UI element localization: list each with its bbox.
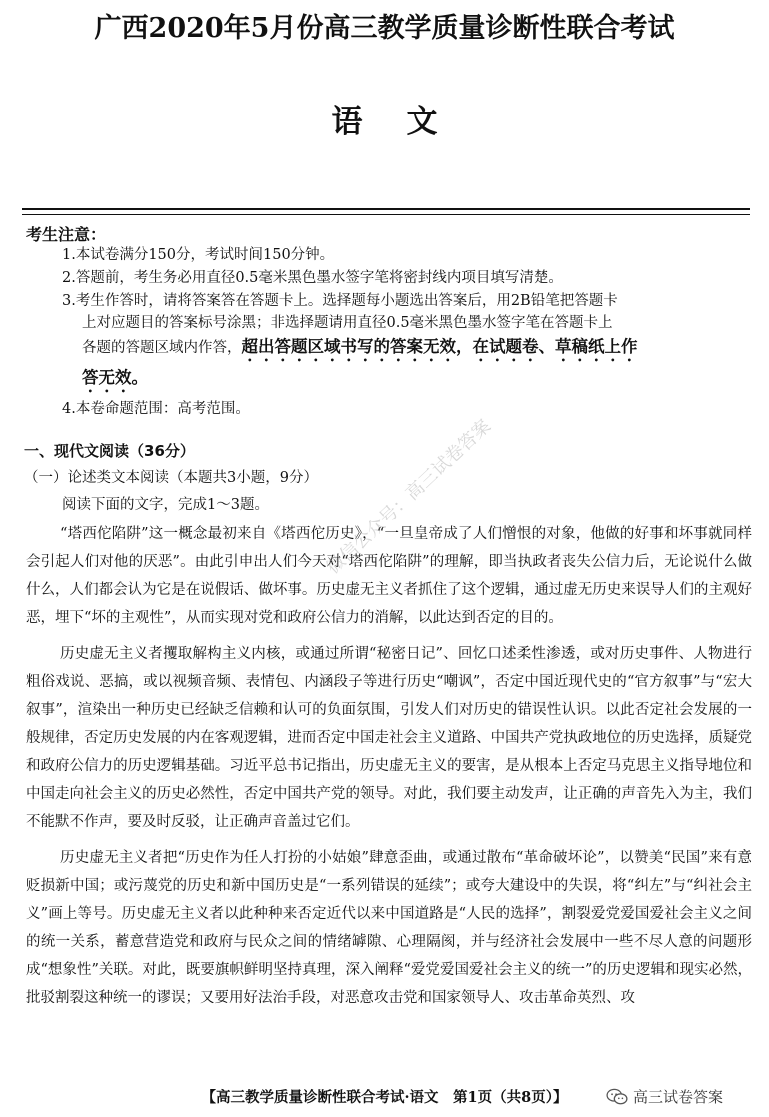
notice-item-3-line-3	[62, 334, 752, 365]
notice-item-3-emphasis-end: 答无效。	[82, 368, 148, 387]
passage-paragraph-3: 历史虚无主义者把“历史作为任人打扮的小姑娘”肆意歪曲，或通过散布“革命破坏论”，以赞美“民国”来有意贬损新中国；或污蔑党的历史和新中国历史是“一系列错误的延续”；或夸大建设中的失误，将“纠左”与“纠社会主义”画上等号。历史虚无主义者以此种种来否定近代以来中国道路是“人民的选择”，割裂爱党爱国爱社会主义之间的统一关系，蓄意营造党和政府与民众之间的情绪罅隙、心理隔阂，并与经济社会发展中一些不尽人意的问题形成“想象性”关联。对此，既要旗帜鲜明坚持真理，深入阐释“爱党爱国爱社会主义的统一”的历史逻辑和现实必然，批驳割裂这种统一的谬误；又要用好法治手段，对恶意攻击党和国家领导人、攻击革命英烈、攻	[26, 850, 752, 1006]
notice-item-1: 1.本试卷满分150分，考试时间150分钟。	[62, 247, 335, 263]
subject-title: 语文	[331, 104, 482, 140]
reading-passage	[26, 520, 752, 1012]
reading-instruction: 阅读下面的文字，完成1～3题。	[62, 497, 269, 513]
wechat-icon	[606, 1088, 628, 1106]
notice-item-3-plain: 各题的答题区域内作答，	[82, 340, 242, 356]
page-footer: 【高三教学质量诊断性联合考试·语文 第1页（共8页）】	[201, 1089, 568, 1106]
exam-title: 广西2020年5月份高三教学质量诊断性联合考试	[94, 13, 675, 44]
notice-item-3-emphasis: 超出答题区域书写的答案无效，在试题卷、草稿纸上作	[241, 337, 638, 356]
notice-item-3	[62, 290, 752, 396]
notice-item-3-line-2: 上对应题目的答案标号涂黑；非选择题请用直径0.5毫米黑色墨水签字笔在答题卡上	[82, 315, 613, 331]
notice-item-3-line-1: 3.考生作答时，请将答案答在答题卡上。选择题每小题选出答案后，用2B铅笔把答题卡	[62, 293, 618, 309]
passage-paragraph-1: “塔西佗陷阱”这一概念最初来自《塔西佗历史》，“一旦皇帝成了人们憎恨的对象，他做的好事和坏事就同样会引起人们对他的厌恶”。由此引申出人们今天对“塔西佗陷阱”的理解，即当执政者丧失公信力后，无论说什么做什么，人们都会认为它是在说假话、做坏事。历史虚无主义者抓住了这个逻辑，通过虚无历史来误导人们的主观好恶，埋下“坏的主观性”，从而实现对党和政府公信力的消解，以此达到否定的目的。	[26, 526, 752, 626]
notice-item-4: 4.本卷命题范围：高考范围。	[62, 401, 250, 417]
notice-item-2: 2.答题前，考生务必用直径0.5毫米黑色墨水签字笔将密封线内项目填写清楚。	[62, 270, 563, 286]
passage-paragraph-2: 历史虚无主义者攫取解构主义内核，或通过所谓“秘密日记”、回忆口述柔性渗透，或对历史事件、人物进行粗俗戏说、恶搞，或以视频音频、表情包、内涵段子等进行历史“嘲讽”，否定中国近现代史的“官方叙事”与“宏大叙事”，渲染出一种历史已经缺乏信赖和认可的负面氛围，引发人们对历史的错误性认识。以此否定社会发展的一般规律，否定历史发展的内在客观逻辑，进而否定中国走社会主义道路、中国共产党执政地位的历史选择，质疑党和政府公信力的历史逻辑基础。习近平总书记指出，历史虚无主义的要害，是从根本上否定马克思主义指导地位和中国走向社会主义的历史必然性，否定中国共产党的领导。对此，我们要主动发声，让正确的声音先入为主，我们不能默不作声，要及时反驳，让正确声音盖过它们。	[26, 646, 752, 830]
section-heading: 一、现代文阅读（36分）	[24, 442, 195, 460]
header-rule-thin	[22, 214, 750, 215]
subsection-heading: （一）论述类文本阅读（本题共3小题，9分）	[24, 470, 318, 486]
wechat-badge	[600, 1086, 729, 1107]
notice-item-3-line-4	[62, 365, 752, 396]
wechat-label: 高三试卷答案	[633, 1088, 724, 1106]
header-rule-thick	[22, 208, 750, 210]
notice-heading: 考生注意：	[26, 225, 107, 244]
watermark: 微信公众号：高三试卷答案	[322, 415, 496, 579]
